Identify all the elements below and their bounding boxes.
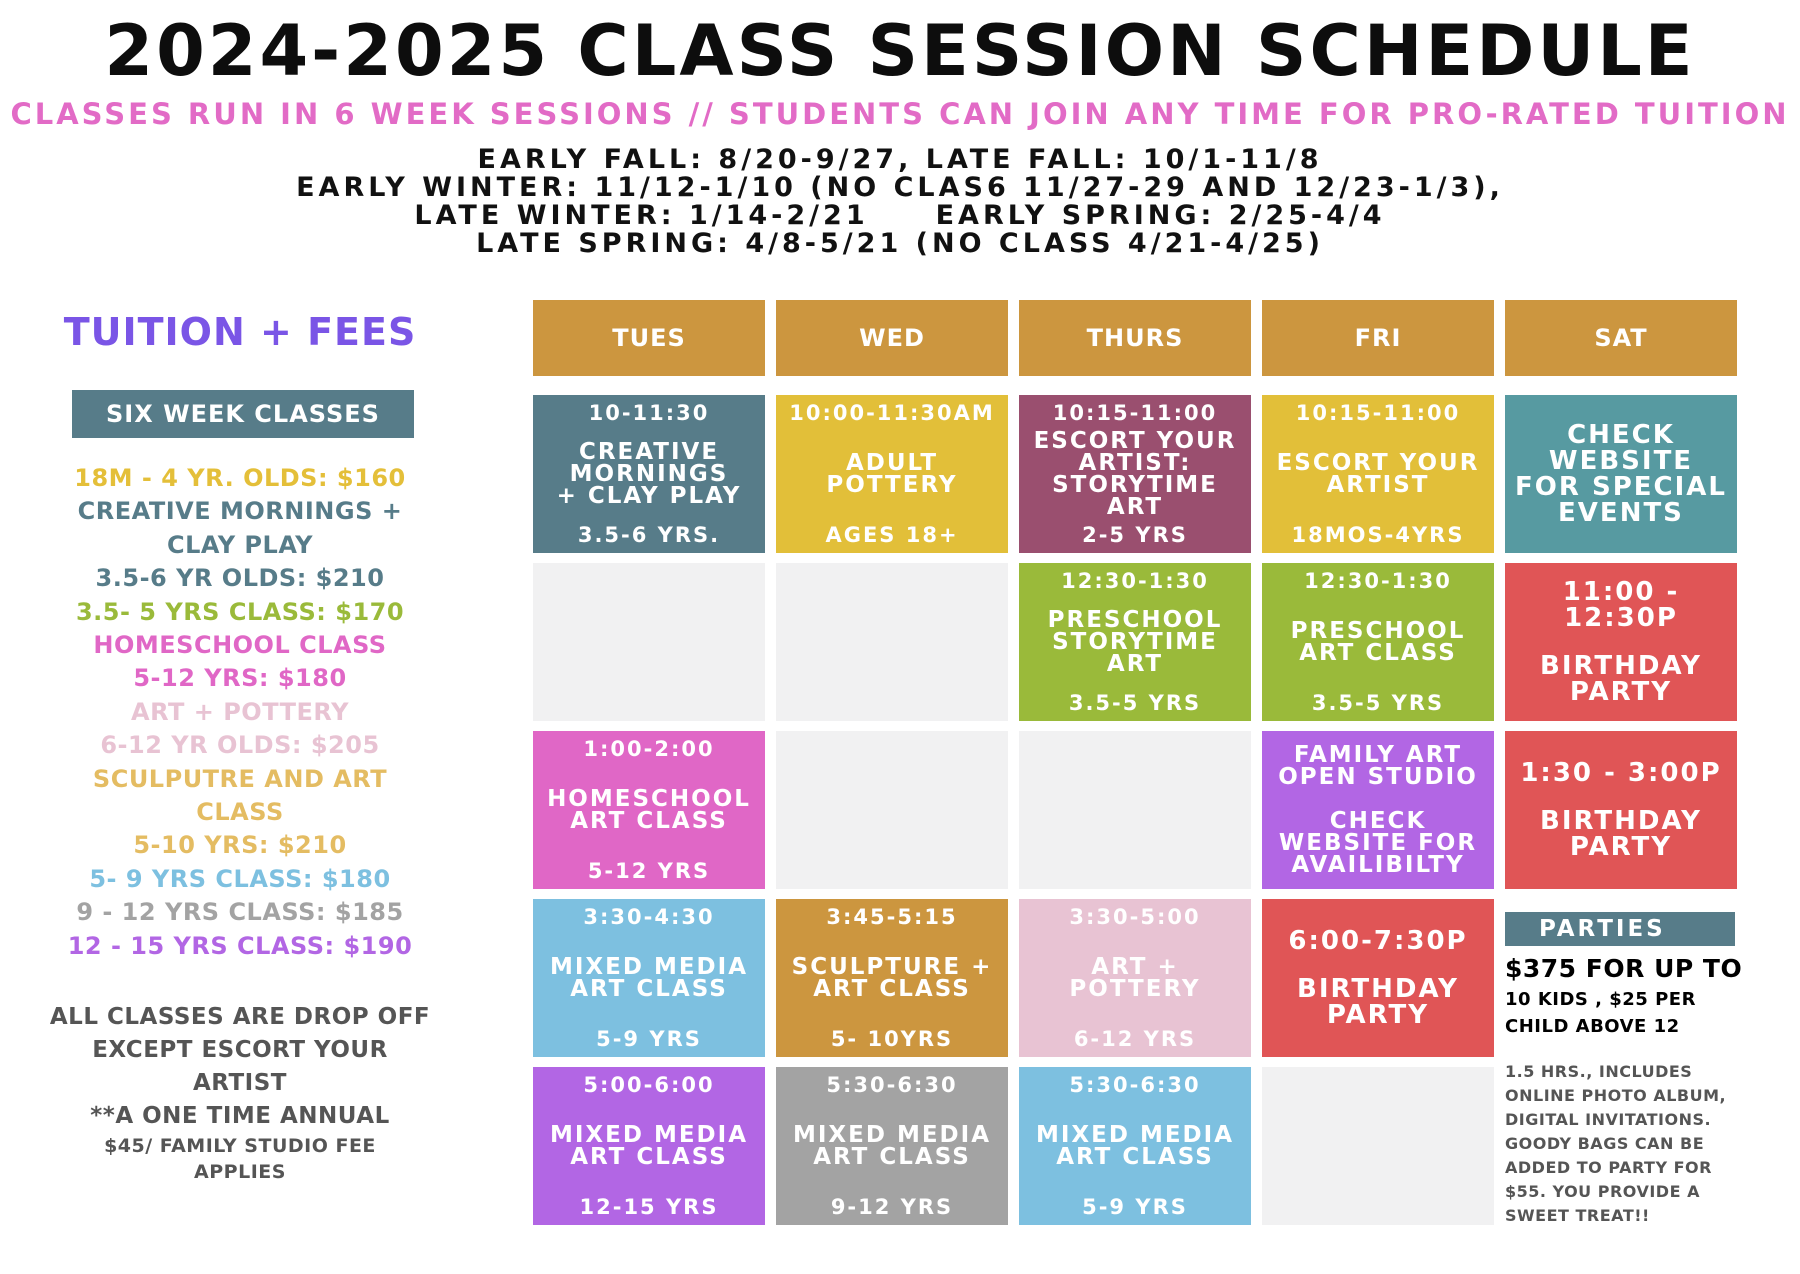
- tuition-price-line: SCULPUTRE AND ART: [92, 764, 388, 793]
- class-age: 3.5-6 YRS.: [577, 523, 721, 547]
- class-name: BIRTHDAY PARTY: [1297, 974, 1459, 1030]
- tuition-price-line: 5-12 YRS: $180: [133, 664, 347, 693]
- class-time: 10:15-11:00: [1295, 401, 1461, 425]
- tuition-title: TUITION + FEES: [63, 310, 417, 354]
- party-description: 1.5 HRS., INCLUDES ONLINE PHOTO ALBUM, DIGITAL INVITATIONS. GOODY BAGS CAN BE ADDED TO PARTY FOR $55. YOU PROVIDE A SWEET TREAT!!: [1505, 1062, 1727, 1225]
- tuition-price-list: [40, 462, 440, 963]
- class-time: 12:30-1:30: [1061, 569, 1209, 593]
- class-time: 10:15-11:00: [1052, 401, 1218, 425]
- class-time: 5:30-6:30: [826, 1073, 958, 1097]
- class-block: [1019, 899, 1251, 1057]
- class-age: 18MOS-4YRS: [1291, 523, 1465, 547]
- class-name: ESCORT YOUR ARTIST: [1276, 450, 1480, 498]
- class-time: 3:30-5:00: [1069, 905, 1201, 929]
- class-age: 9-12 YRS: [830, 1195, 954, 1219]
- class-block: [1019, 563, 1251, 721]
- class-time: 6:00-7:30P: [1288, 926, 1468, 956]
- class-block: [776, 1067, 1008, 1225]
- class-time: 1:00-2:00: [583, 737, 715, 761]
- class-name: MIXED MEDIA ART CLASS: [1035, 1122, 1235, 1170]
- class-block: [1262, 899, 1494, 1057]
- class-name: ART + POTTERY: [1069, 954, 1201, 1002]
- class-block: [776, 395, 1008, 553]
- class-time: 5:00-6:00: [583, 1073, 715, 1097]
- tuition-notes: [40, 1001, 440, 1185]
- empty-slot: [776, 731, 1008, 889]
- class-name: MIXED MEDIA ART CLASS: [792, 1122, 992, 1170]
- session-dates-line: LATE WINTER: 1/14-2/21 EARLY SPRING: 2/25-4/4: [414, 200, 1386, 231]
- tuition-panel: [40, 300, 440, 1185]
- class-time: 1:30 - 3:00P: [1520, 758, 1722, 788]
- tuition-note: ARTIST: [193, 1070, 287, 1097]
- class-block: [1505, 731, 1737, 889]
- tuition-price-line: CLAY PLAY: [167, 530, 313, 559]
- day-header-thurs: THURS: [1019, 300, 1251, 376]
- class-time: 3:30-4:30: [583, 905, 715, 929]
- class-block: [1019, 395, 1251, 553]
- class-name: HOMESCHOOL ART CLASS: [547, 786, 751, 834]
- tuition-price-line: 5- 9 YRS CLASS: $180: [89, 864, 391, 893]
- class-time: 10-11:30: [588, 401, 710, 425]
- class-name: ESCORT YOUR ARTIST: STORYTIME ART: [1033, 428, 1237, 520]
- class-age: 5- 10YRS: [830, 1027, 954, 1051]
- class-block: [776, 899, 1008, 1057]
- class-name: SCULPTURE + ART CLASS: [791, 954, 993, 1002]
- class-block: [1505, 563, 1737, 721]
- tuition-price-line: 12 - 15 YRS CLASS: $190: [67, 931, 413, 960]
- tuition-note: **A ONE TIME ANNUAL: [90, 1103, 390, 1130]
- party-price-line: 10 KIDS , $25 PER: [1505, 989, 1696, 1010]
- class-time: 11:00 - 12:30P: [1562, 577, 1680, 633]
- class-block: [533, 731, 765, 889]
- day-header-fri: FRI: [1262, 300, 1494, 376]
- tuition-price-line: ART + POTTERY: [131, 697, 349, 726]
- class-block: [533, 1067, 765, 1225]
- empty-slot: [1019, 731, 1251, 889]
- class-name: MIXED MEDIA ART CLASS: [549, 954, 749, 1002]
- class-block: [1262, 563, 1494, 721]
- class-name: ADULT POTTERY: [826, 450, 958, 498]
- class-block: [1262, 395, 1494, 553]
- tuition-price-line: 5-10 YRS: $210: [133, 831, 347, 860]
- empty-slot: [776, 563, 1008, 721]
- class-time: 5:30-6:30: [1069, 1073, 1201, 1097]
- tuition-note-small: APPLIES: [194, 1161, 286, 1184]
- class-age: 5-9 YRS: [596, 1027, 702, 1051]
- party-price-line: CHILD ABOVE 12: [1505, 1016, 1680, 1037]
- class-name: BIRTHDAY PARTY: [1540, 806, 1702, 862]
- class-name: CREATIVE MORNINGS + CLAY PLAY: [556, 439, 742, 509]
- parties-label: PARTIES: [1505, 912, 1735, 946]
- party-price: [1505, 952, 1765, 1040]
- class-name: CHECK WEBSITE FOR SPECIAL EVENTS: [1515, 420, 1727, 528]
- tuition-price-line: 3.5-6 YR OLDS: $210: [95, 564, 385, 593]
- class-age: 5-12 YRS: [587, 859, 711, 883]
- class-name: FAMILY ART OPEN STUDIO CHECK WEBSITE FOR AVAILIBILTY: [1278, 742, 1478, 878]
- class-age: 3.5-5 YRS: [1311, 691, 1445, 715]
- party-price-line: $375 FOR UP TO: [1505, 954, 1743, 983]
- class-block: [1505, 395, 1737, 553]
- parties-panel: [1505, 912, 1765, 1228]
- tuition-price-line: 9 - 12 YRS CLASS: $185: [76, 898, 404, 927]
- tuition-price-line: CLASS: [196, 798, 284, 827]
- tuition-price-line: 3.5- 5 YRS CLASS: $170: [75, 597, 405, 626]
- empty-slot: [533, 563, 765, 721]
- class-age: 2-5 YRS: [1082, 523, 1188, 547]
- session-dates: [0, 146, 1800, 258]
- class-time: 10:00-11:30AM: [789, 401, 995, 425]
- tuition-note: EXCEPT ESCORT YOUR: [92, 1037, 388, 1064]
- class-block: [1019, 1067, 1251, 1225]
- session-dates-line: EARLY WINTER: 11/12-1/10 (NO CLAS6 11/27-29 AND 12/23-1/3),: [296, 172, 1504, 203]
- class-age: 12-15 YRS: [579, 1195, 719, 1219]
- day-header-sat: SAT: [1505, 300, 1737, 376]
- tuition-price-line: 6-12 YR OLDS: $205: [100, 731, 380, 760]
- class-block: [533, 899, 765, 1057]
- tuition-price-line: CREATIVE MORNINGS +: [77, 497, 403, 526]
- class-block: [1262, 731, 1494, 889]
- tuition-note: ALL CLASSES ARE DROP OFF: [49, 1004, 431, 1031]
- day-header-tues: TUES: [533, 300, 765, 376]
- class-time: 3:45-5:15: [826, 905, 958, 929]
- class-name: PRESCHOOL ART CLASS: [1290, 618, 1466, 666]
- tuition-note-small: $45/ FAMILY STUDIO FEE: [104, 1135, 376, 1158]
- session-dates-line: LATE SPRING: 4/8-5/21 (NO CLASS 4/21-4/25): [476, 228, 1324, 259]
- six-week-classes-label: SIX WEEK CLASSES: [72, 390, 414, 438]
- class-time: 12:30-1:30: [1304, 569, 1452, 593]
- class-age: AGES 18+: [825, 523, 959, 547]
- class-block: [533, 395, 765, 553]
- class-age: 5-9 YRS: [1082, 1195, 1188, 1219]
- class-age: 3.5-5 YRS: [1068, 691, 1202, 715]
- tuition-price-line: HOMESCHOOL CLASS: [93, 631, 387, 660]
- day-header-wed: WED: [776, 300, 1008, 376]
- empty-slot: [1262, 1067, 1494, 1225]
- class-name: BIRTHDAY PARTY: [1540, 651, 1702, 707]
- tuition-price-line: 18M - 4 YR. OLDS: $160: [74, 464, 406, 492]
- page-title: 2024-2025 CLASS SESSION SCHEDULE: [104, 10, 1696, 92]
- session-dates-line: EARLY FALL: 8/20-9/27, LATE FALL: 10/1-11/8: [477, 144, 1323, 175]
- class-name: MIXED MEDIA ART CLASS: [549, 1122, 749, 1170]
- class-age: 6-12 YRS: [1073, 1027, 1197, 1051]
- page-subtitle: CLASSES RUN IN 6 WEEK SESSIONS // STUDENTS CAN JOIN ANY TIME FOR PRO-RATED TUITION: [10, 97, 1790, 131]
- class-name: PRESCHOOL STORYTIME ART: [1047, 607, 1223, 677]
